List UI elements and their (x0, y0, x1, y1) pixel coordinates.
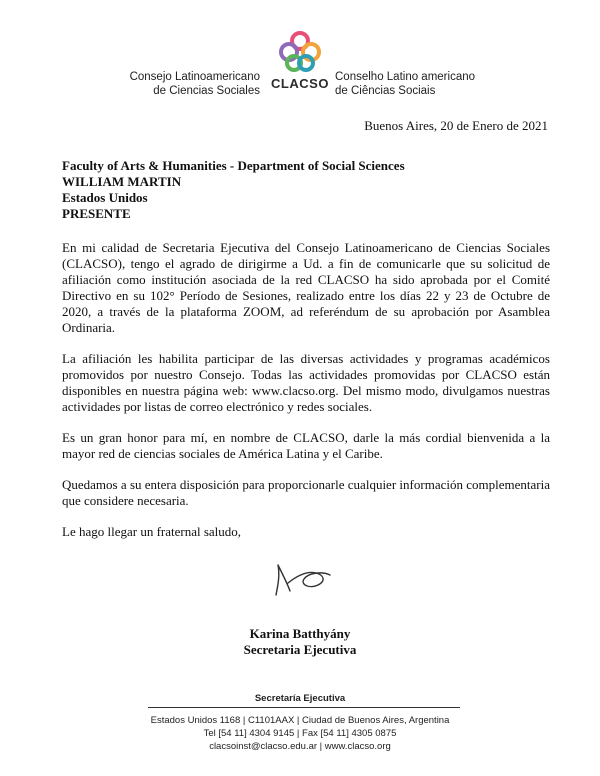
org-name-spanish-line2: de Ciencias Sociales (153, 85, 260, 97)
clacso-logo-icon (278, 30, 322, 74)
footer-address: Estados Unidos 1168 | C1101AAX | Ciudad de Buenos Aires, Argentina (150, 715, 450, 726)
body-closing: Le hago llegar un fraternal saludo, (62, 524, 242, 539)
org-name-portuguese-line2: de Ciências Sociais (335, 85, 436, 97)
signer-name: Karina Batthyány (249, 626, 351, 641)
letterhead (0, 30, 600, 100)
letter-body (62, 240, 550, 555)
org-name-portuguese-line1: Conselho Latino americano (335, 71, 476, 83)
org-name-portuguese (335, 70, 475, 98)
addressee-department: Faculty of Arts & Humanities - Department of Social Sciences (62, 158, 405, 173)
addressee-presente: PRESENTE (62, 206, 131, 221)
addressee-country: Estados Unidos (62, 190, 148, 205)
footer-contact (0, 714, 600, 753)
body-paragraph-2: La afiliación les habilita participar de las diversas actividades y programas académicos promovidos por nuestro Consejo. Todas las actividades promovidas por CLACSO están disponibles en nuestra página web: www.clacso.org. Del mismo modo, divulgamos nuestras actividades por listas de correo electrónico y redes sociales. (62, 351, 550, 414)
logo-wordmark: CLACSO (271, 76, 329, 91)
footer-web: clacsoinst@clacso.edu.ar | www.clacso.org (209, 741, 391, 752)
signer-block (0, 626, 600, 658)
footer-title: Secretaría Ejecutiva (254, 693, 346, 704)
addressee-block (62, 158, 405, 222)
footer-divider (148, 707, 460, 708)
body-paragraph-3: Es un gran honor para mí, en nombre de CLACSO, darle la más cordial bienvenida a la mayor red de ciencias sociales de América Latina y el Caribe. (62, 430, 550, 461)
signer-title: Secretaria Ejecutiva (243, 642, 357, 657)
body-paragraph-4: Quedamos a su entera disposición para proporcionarle cualquier información complementaria que considere necesaria. (62, 477, 550, 508)
org-name-spanish (130, 70, 260, 98)
handwritten-signature (268, 555, 338, 605)
addressee-name: WILLIAM MARTIN (62, 174, 182, 189)
body-paragraph-1: En mi calidad de Secretaria Ejecutiva del Consejo Latinoamericano de Ciencias Sociales (CLACSO), tengo el agrado de dirigirme a Ud. a fin de comunicarle que su solicitud de afiliación como institución asociada de la red CLACSO ha sido aprobada por el Comité Directivo en su 102° Período de Sesiones, realizado entre los días 22 y 23 de Octubre de 2020, a través de la plataforma ZOOM, ad referéndum de su aprobación por Asamblea Ordinaria. (62, 240, 550, 335)
letter-date: Buenos Aires, 20 de Enero de 2021 (364, 118, 548, 133)
org-name-spanish-line1: Consejo Latinoamericano (129, 71, 260, 83)
footer-phone: Tel [54 11] 4304 9145 | Fax [54 11] 4305 0875 (203, 728, 397, 739)
